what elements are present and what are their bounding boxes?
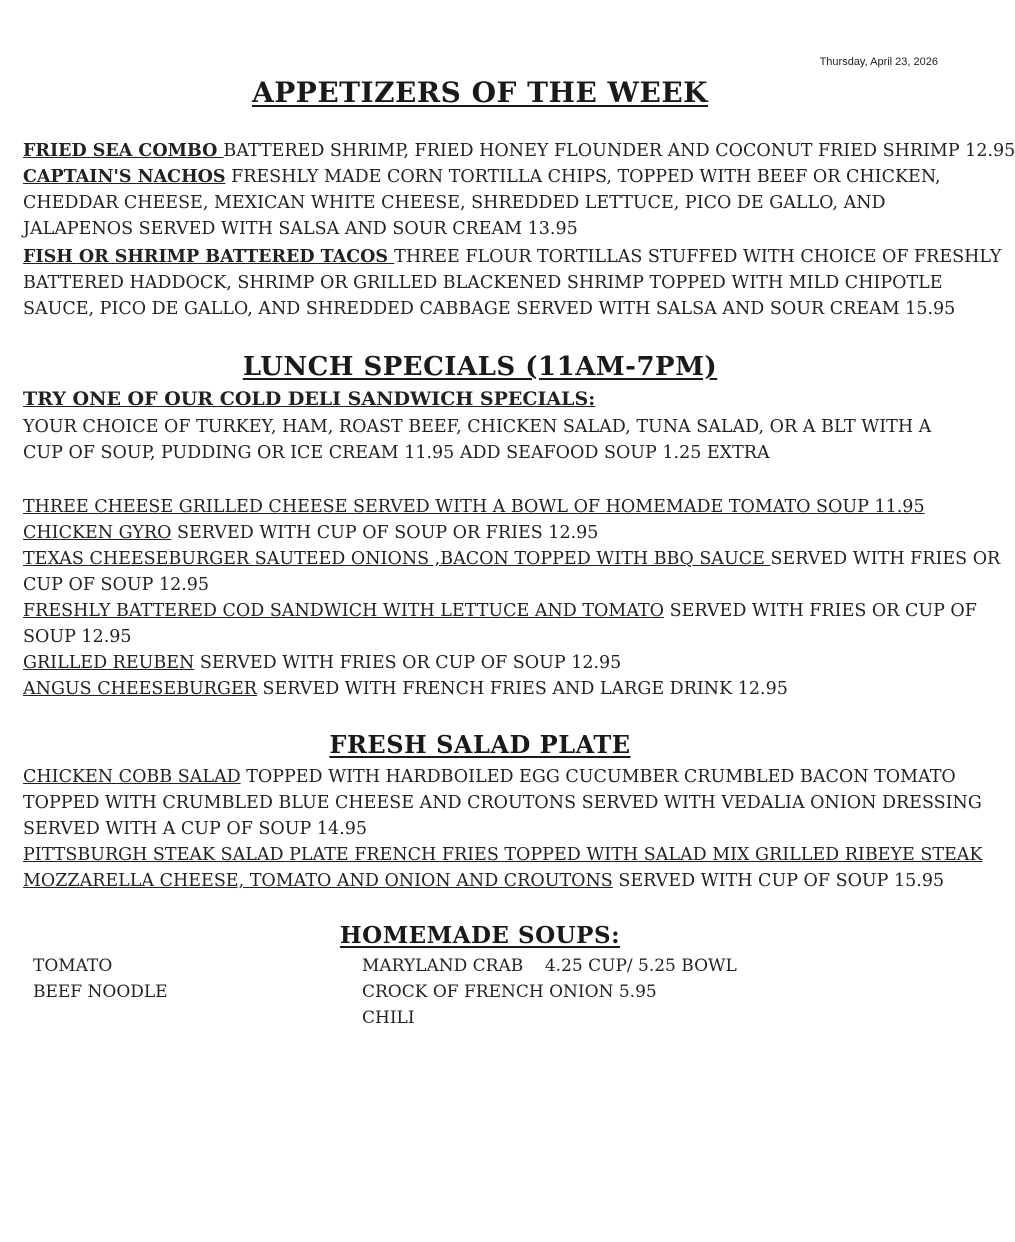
appetizers-heading: APPETIZERS OF THE WEEK <box>252 76 708 109</box>
salad-heading: FRESH SALAD PLATE <box>329 730 631 759</box>
lunch-line <box>23 572 930 598</box>
item-desc: SERVED WITH FRENCH FRIES AND LARGE DRINK 12.95 <box>256 679 788 699</box>
item-desc: SERVED WITH FRIES OR <box>770 549 1001 569</box>
soup-item: BEEF NOODLE <box>33 982 168 1002</box>
item-desc: SERVED WITH FRIES OR CUP OF <box>664 601 977 621</box>
appetizer-line <box>23 164 941 190</box>
lunch-line <box>23 520 930 546</box>
appetizer-line <box>23 244 1002 270</box>
appetizer-line <box>23 296 956 322</box>
item-name: MOZZARELLA CHEESE, TOMATO AND ONION AND CROUTONS <box>23 871 613 891</box>
appetizer-line <box>23 138 1015 164</box>
item-name: CHICKEN GYRO <box>23 523 172 543</box>
lunch-line <box>23 546 1001 572</box>
item-desc: TOPPED WITH CRUMBLED BLUE CHEESE AND CROUTONS SERVED WITH VEDALIA ONION DRESSING <box>23 793 982 813</box>
item-name: TEXAS CHEESEBURGER SAUTEED ONIONS ,BACON TOPPED WITH BBQ SAUCE <box>23 549 771 569</box>
soup-item: CHILI <box>362 1008 415 1028</box>
item-name: ANGUS CHEESEBURGER <box>23 679 257 699</box>
lunch-line <box>23 624 930 650</box>
item-desc: BATTERED HADDOCK, SHRIMP OR GRILLED BLACKENED SHRIMP TOPPED WITH MILD CHIPOTLE <box>23 273 943 293</box>
item-desc: JALAPENOS SERVED WITH SALSA AND SOUR CREAM 13.95 <box>23 219 578 239</box>
item-name: FRIED SEA COMBO <box>23 141 224 161</box>
item-desc: SERVED WITH CUP OF SOUP 15.95 <box>612 871 945 891</box>
deli-text: YOUR CHOICE OF TURKEY, HAM, ROAST BEEF, CHICKEN SALAD, TUNA SALAD, OR A BLT WITH A <box>23 417 932 437</box>
appetizer-line <box>23 216 930 242</box>
soup-item: CROCK OF FRENCH ONION 5.95 <box>362 982 657 1002</box>
item-desc: BATTERED SHRIMP, FRIED HONEY FLOUNDER AND COCONUT FRIED SHRIMP 12.95 <box>223 141 1015 161</box>
salad-line <box>23 790 982 816</box>
lunch-line <box>23 676 930 702</box>
soups-heading: HOMEMADE SOUPS: <box>339 922 621 949</box>
deli-text: CUP OF SOUP, PUDDING OR ICE CREAM 11.95 ADD SEAFOOD SOUP 1.25 EXTRA <box>23 443 770 463</box>
deli-line <box>23 414 930 440</box>
salad-line <box>23 816 930 842</box>
deli-heading: TRY ONE OF OUR COLD DELI SANDWICH SPECIALS: <box>23 388 596 410</box>
item-desc: SAUCE, PICO DE GALLO, AND SHREDDED CABBAGE SERVED WITH SALSA AND SOUR CREAM 15.95 <box>23 299 956 319</box>
item-name: GRILLED REUBEN <box>23 653 195 673</box>
item-desc: CHEDDAR CHEESE, MEXICAN WHITE CHEESE, SHREDDED LETTUCE, PICO DE GALLO, AND <box>23 193 886 213</box>
item-desc: SERVED WITH CUP OF SOUP OR FRIES 12.95 <box>171 523 599 543</box>
lunch-line <box>23 650 930 676</box>
item-desc: TOPPED WITH HARDBOILED EGG CUCUMBER CRUMBLED BACON TOMATO <box>240 767 956 787</box>
item-name: FRESHLY BATTERED COD SANDWICH WITH LETTUCE AND TOMATO <box>23 601 665 621</box>
soup-item: MARYLAND CRAB 4.25 CUP/ 5.25 BOWL <box>362 956 737 976</box>
item-desc: SOUP 12.95 <box>23 627 132 647</box>
item-name: CAPTAIN'S NACHOS <box>23 167 226 187</box>
item-name: CHICKEN COBB SALAD <box>23 767 241 787</box>
item-desc: CUP OF SOUP 12.95 <box>23 575 210 595</box>
item-name: FISH OR SHRIMP BATTERED TACOS <box>23 247 395 267</box>
salad-line <box>23 868 945 894</box>
item-desc: THREE FLOUR TORTILLAS STUFFED WITH CHOICE OF FRESHLY <box>394 247 1002 267</box>
item-name: PITTSBURGH STEAK SALAD PLATE FRENCH FRIES TOPPED WITH SALAD MIX GRILLED RIBEYE STEAK <box>23 845 983 865</box>
soup-item: TOMATO <box>33 956 113 976</box>
appetizer-line <box>23 270 943 296</box>
lunch-heading: LUNCH SPECIALS (11AM-7PM) <box>242 352 718 382</box>
appetizer-line <box>23 190 930 216</box>
item-name: THREE CHEESE GRILLED CHEESE SERVED WITH A BOWL OF HOMEMADE TOMATO SOUP 11.95 <box>23 497 925 517</box>
deli-line <box>23 440 930 466</box>
item-desc: SERVED WITH A CUP OF SOUP 14.95 <box>23 819 367 839</box>
item-desc: SERVED WITH FRIES OR CUP OF SOUP 12.95 <box>194 653 622 673</box>
print-date: Thursday, April 23, 2026 <box>819 56 938 68</box>
lunch-line <box>23 494 930 520</box>
item-desc: FRESHLY MADE CORN TORTILLA CHIPS, TOPPED WITH BEEF OR CHICKEN, <box>225 167 941 187</box>
salad-line <box>23 842 983 868</box>
lunch-line <box>23 598 977 624</box>
salad-line <box>23 764 956 790</box>
